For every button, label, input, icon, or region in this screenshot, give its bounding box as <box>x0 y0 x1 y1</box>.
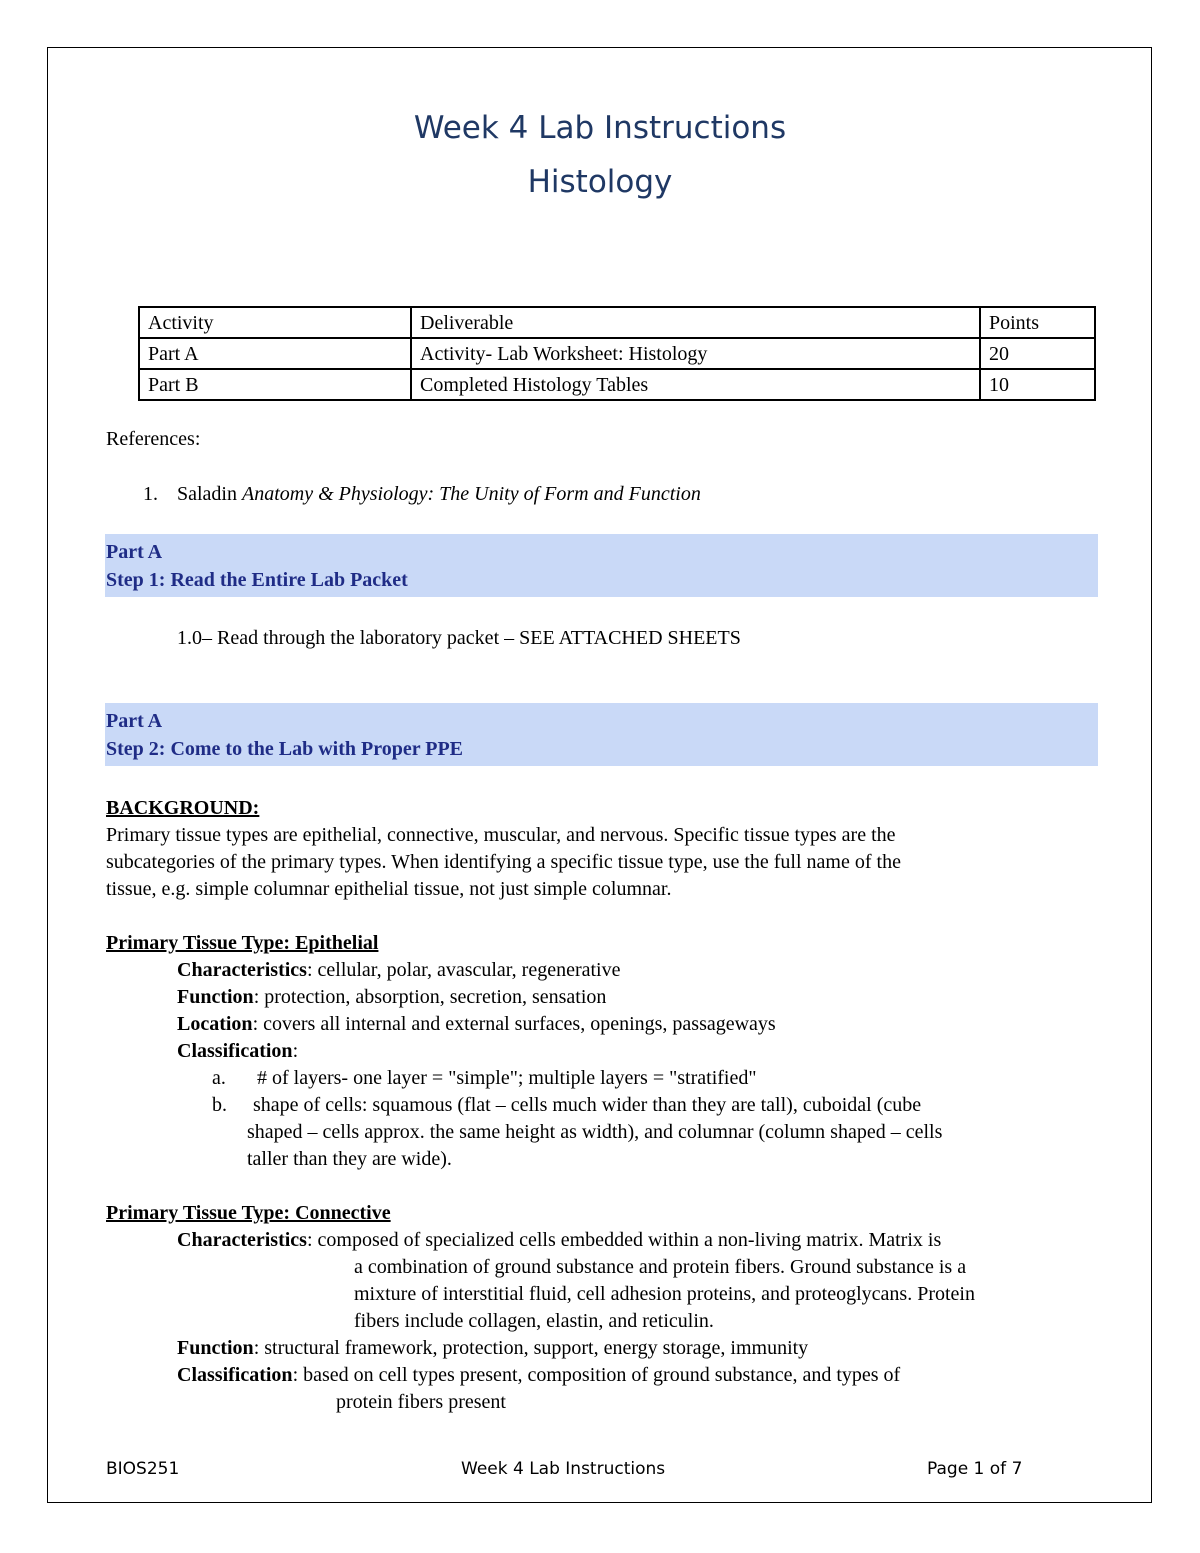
table-cell: Activity- Lab Worksheet: Histology <box>411 338 980 369</box>
field-value: : covers all internal and external surfaces, openings, passageways <box>252 1013 776 1035</box>
footer-course-code: BIOS251 <box>106 1459 180 1479</box>
document-title: Week 4 Lab Instructions <box>413 110 787 146</box>
connective-characteristics-continued: a combination of ground substance and protein fibers. Ground substance is a <box>354 1256 967 1278</box>
field-label: Characteristics <box>177 959 307 981</box>
reference-number: 1. <box>143 483 158 505</box>
table-cell: Part B <box>139 369 411 400</box>
background-heading: BACKGROUND: <box>106 797 260 819</box>
table-header-row <box>139 307 1095 338</box>
reference-book-title: Anatomy & Physiology: The Unity of Form and Function <box>242 483 701 505</box>
connective-classification-continued: protein fibers present <box>336 1391 506 1413</box>
connective-characteristics-continued: fibers include collagen, elastin, and reticulin. <box>354 1310 714 1332</box>
list-item: # of layers- one layer = "simple"; multiple layers = "stratified" <box>257 1067 757 1089</box>
table-row <box>139 338 1095 369</box>
field-value: : composed of specialized cells embedded within a non-living matrix. Matrix is <box>306 1229 942 1251</box>
epithelial-location <box>177 1011 776 1038</box>
step1-instruction: 1.0– Read through the laboratory packet – SEE ATTACHED SHEETS <box>177 627 741 649</box>
connective-characteristics-continued: mixture of interstitial fluid, cell adhesion proteins, and proteoglycans. Protein <box>354 1283 975 1305</box>
references-heading: References: <box>106 428 201 450</box>
table-cell: Part A <box>139 338 411 369</box>
section-band-step1 <box>105 534 1098 597</box>
table-cell: Completed Histology Tables <box>411 369 980 400</box>
connective-characteristics <box>177 1227 941 1254</box>
epithelial-heading: Primary Tissue Type: Epithelial <box>106 932 379 954</box>
connective-function <box>177 1335 808 1362</box>
connective-heading: Primary Tissue Type: Connective <box>106 1202 391 1224</box>
field-value: : protection, absorption, secretion, sensation <box>253 986 607 1008</box>
background-line: subcategories of the primary types. When identifying a specific tissue type, use the full name of the <box>106 851 901 873</box>
footer-document-title: Week 4 Lab Instructions <box>461 1459 666 1479</box>
field-label: Location <box>177 1013 253 1035</box>
epithelial-characteristics <box>177 957 621 984</box>
field-value: : cellular, polar, avascular, regenerative <box>306 959 621 981</box>
reference-item <box>177 481 701 508</box>
epithelial-function <box>177 984 606 1011</box>
background-line: Primary tissue types are epithelial, connective, muscular, and nervous. Specific tissue types are the <box>106 824 896 846</box>
epithelial-classification <box>177 1038 298 1065</box>
field-label: Classification <box>177 1364 293 1386</box>
table-cell: 20 <box>980 338 1095 369</box>
connective-classification <box>177 1362 900 1389</box>
list-item: shape of cells: squamous (flat – cells much wider than they are tall), cuboidal (cube <box>253 1094 922 1116</box>
table-row <box>139 369 1095 400</box>
list-marker: b. <box>212 1094 227 1116</box>
table-header-cell: Activity <box>139 307 411 338</box>
footer-page-number: Page 1 of 7 <box>927 1459 1023 1479</box>
section-band-step2 <box>105 703 1098 766</box>
deliverables-table <box>138 306 1096 401</box>
field-colon: : <box>292 1040 299 1062</box>
list-item-continued: taller than they are wide). <box>247 1148 452 1170</box>
field-label: Classification <box>177 1040 293 1062</box>
table-cell: 10 <box>980 369 1095 400</box>
section-part-label: Part A <box>106 710 163 732</box>
list-marker: a. <box>212 1067 226 1089</box>
background-line: tissue, e.g. simple columnar epithelial tissue, not just simple columnar. <box>106 878 672 900</box>
section-heading: Step 2: Come to the Lab with Proper PPE <box>106 738 464 760</box>
section-part-label: Part A <box>106 541 163 563</box>
document-subtitle: Histology <box>527 164 673 200</box>
table-header-cell: Deliverable <box>411 307 980 338</box>
section-heading: Step 1: Read the Entire Lab Packet <box>106 569 408 591</box>
field-value: : based on cell types present, composition of ground substance, and types of <box>292 1364 901 1386</box>
field-label: Characteristics <box>177 1229 307 1251</box>
table-header-cell: Points <box>980 307 1095 338</box>
list-item-continued: shaped – cells approx. the same height as width), and columnar (column shaped – cells <box>247 1121 943 1143</box>
reference-author: Saladin <box>177 483 237 505</box>
field-label: Function <box>177 1337 254 1359</box>
field-label: Function <box>177 986 254 1008</box>
field-value: : structural framework, protection, support, energy storage, immunity <box>253 1337 809 1359</box>
